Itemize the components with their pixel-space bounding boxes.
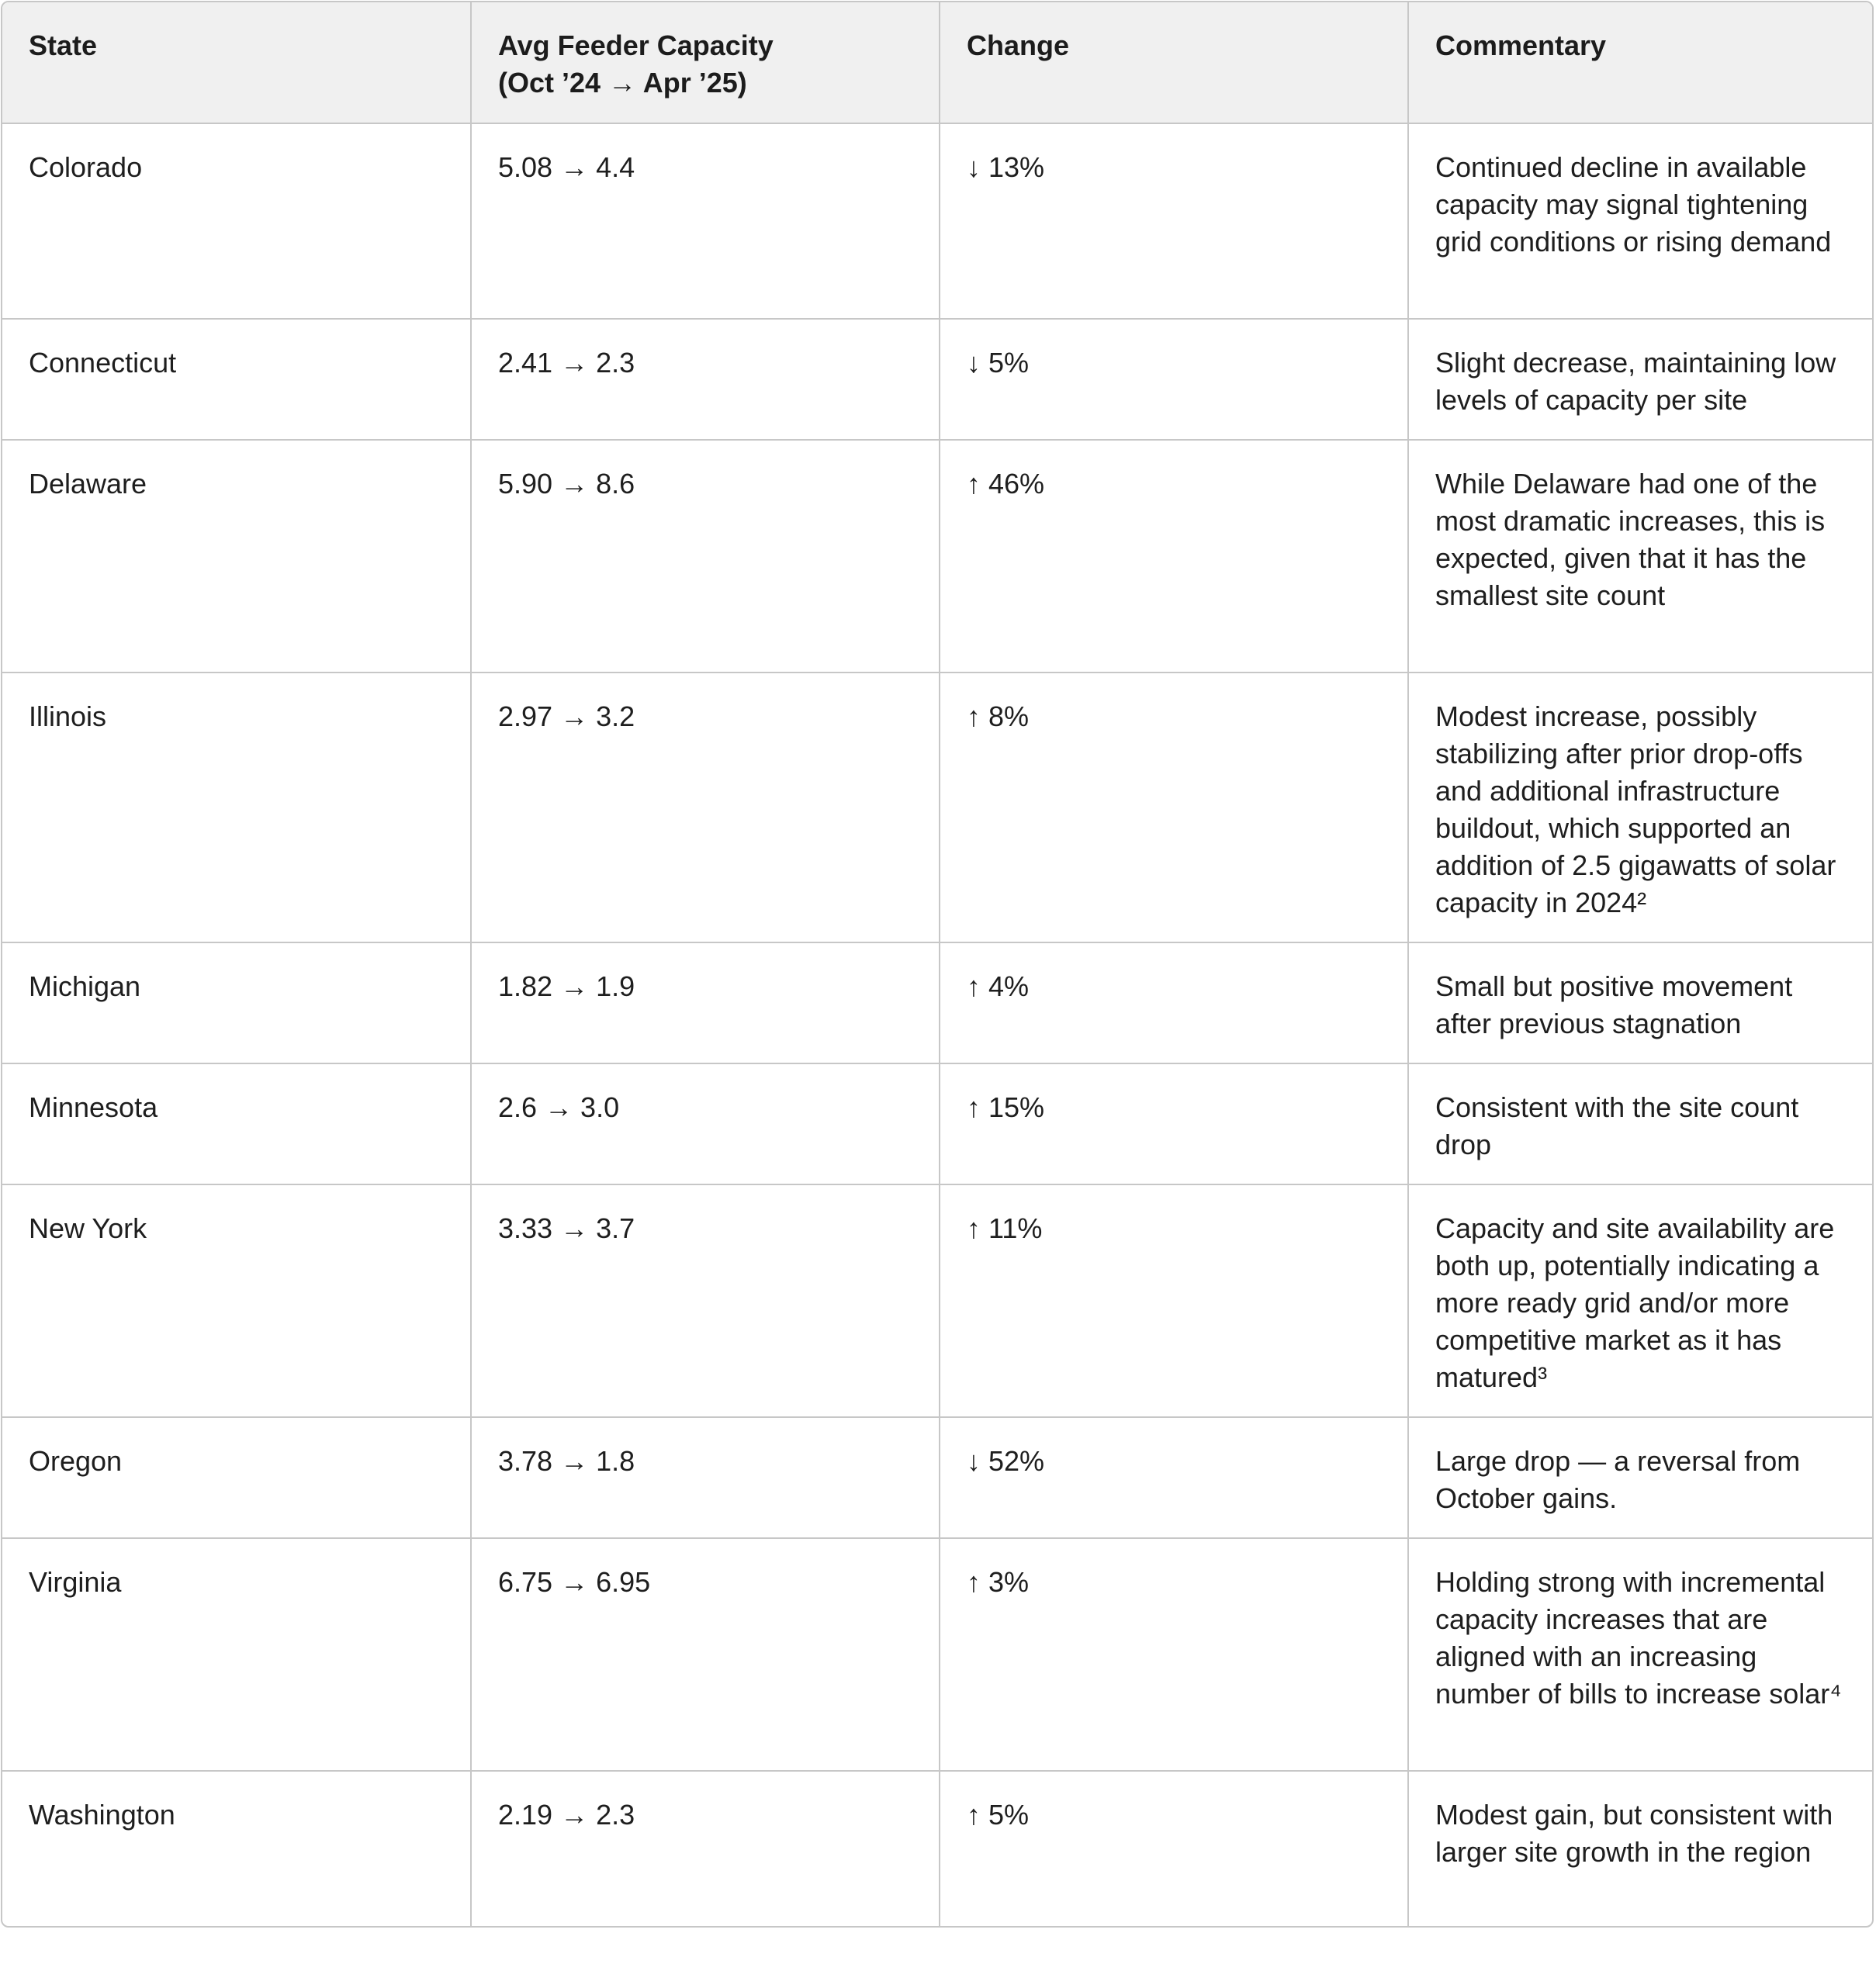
header-commentary: Commentary (1408, 2, 1872, 123)
commentary-cell: Capacity and site availability are both up, potentially indicating a more ready grid and/or more competitive market as it has matured³ (1408, 1184, 1872, 1417)
state-cell: Minnesota (2, 1063, 471, 1184)
capacity-cell: 6.75 → 6.95 (471, 1538, 940, 1771)
table-row (2, 1184, 1872, 1417)
capacity-cell: 5.08 → 4.4 (471, 123, 940, 319)
capacity-table (2, 2, 1872, 1926)
change-cell: ↑ 5% (940, 1771, 1408, 1926)
capacity-cell: 2.6 → 3.0 (471, 1063, 940, 1184)
table-row (2, 1771, 1872, 1926)
commentary-cell: Modest gain, but consistent with larger site growth in the region (1435, 1799, 1833, 1868)
capacity-cell: 5.90 → 8.6 (471, 440, 940, 673)
change-cell: ↑ 15% (940, 1063, 1408, 1184)
commentary-cell: Slight decrease, maintaining low levels of capacity per site (1408, 319, 1872, 440)
header-change: Change (940, 2, 1408, 123)
capacity-cell: 2.97 → 3.2 (471, 673, 940, 942)
table-row (2, 1417, 1872, 1538)
header-capacity-line2: (Oct ’24 → Apr ’25) (498, 67, 747, 99)
change-cell: ↑ 3% (940, 1538, 1408, 1771)
change-cell: ↓ 13% (940, 123, 1408, 319)
commentary-cell: Consistent with the site count drop (1408, 1063, 1872, 1184)
state-cell: New York (2, 1184, 471, 1417)
change-cell: ↑ 4% (940, 942, 1408, 1063)
table-row (2, 942, 1872, 1063)
table-row (2, 440, 1872, 673)
capacity-cell: 2.41 → 2.3 (471, 319, 940, 440)
change-cell: ↑ 46% (940, 440, 1408, 673)
table-row (2, 673, 1872, 942)
commentary-cell: Continued decline in available capacity may signal tightening grid conditions or rising demand (1408, 123, 1872, 319)
table-body (2, 123, 1872, 1926)
state-cell: Illinois (2, 673, 471, 942)
state-cell: Washington (2, 1771, 471, 1926)
capacity-table-container (1, 1, 1874, 1928)
change-cell: ↓ 52% (940, 1417, 1408, 1538)
state-cell: Delaware (2, 440, 471, 673)
capacity-cell: 2.19 → 2.3 (471, 1771, 940, 1926)
capacity-cell: 3.33 → 3.7 (471, 1184, 940, 1417)
commentary-cell: Modest increase, possibly stabilizing after prior drop-offs and additional infrastructure buildout, which supported an addition of 2.5 gigawatts of solar capacity in 2024² (1408, 673, 1872, 942)
commentary-cell: While Delaware had one of the most dramatic increases, this is expected, given that it has the smallest site count (1408, 440, 1872, 673)
change-cell: ↑ 8% (940, 673, 1408, 942)
commentary-cell: Small but positive movement after previous stagnation (1408, 942, 1872, 1063)
state-cell: Virginia (2, 1538, 471, 1771)
state-cell: Oregon (2, 1417, 471, 1538)
table-row (2, 123, 1872, 319)
change-cell: ↑ 11% (940, 1184, 1408, 1417)
capacity-cell: 3.78 → 1.8 (471, 1417, 940, 1538)
header-avg-feeder-capacity (471, 2, 940, 123)
table-row (2, 1063, 1872, 1184)
table-header (2, 2, 1872, 123)
table-row (2, 319, 1872, 440)
state-cell: Connecticut (2, 319, 471, 440)
state-cell: Michigan (2, 942, 471, 1063)
header-row (2, 2, 1872, 123)
commentary-cell: Large drop — a reversal from October gains. (1408, 1417, 1872, 1538)
state-cell: Colorado (2, 123, 471, 319)
change-cell: ↓ 5% (940, 319, 1408, 440)
header-capacity-line1: Avg Feeder Capacity (498, 29, 774, 61)
table-row (2, 1538, 1872, 1771)
capacity-cell: 1.82 → 1.9 (471, 942, 940, 1063)
header-state: State (2, 2, 471, 123)
commentary-cell: Holding strong with incremental capacity increases that are aligned with an increasing number of bills to increase solar⁴ (1408, 1538, 1872, 1771)
